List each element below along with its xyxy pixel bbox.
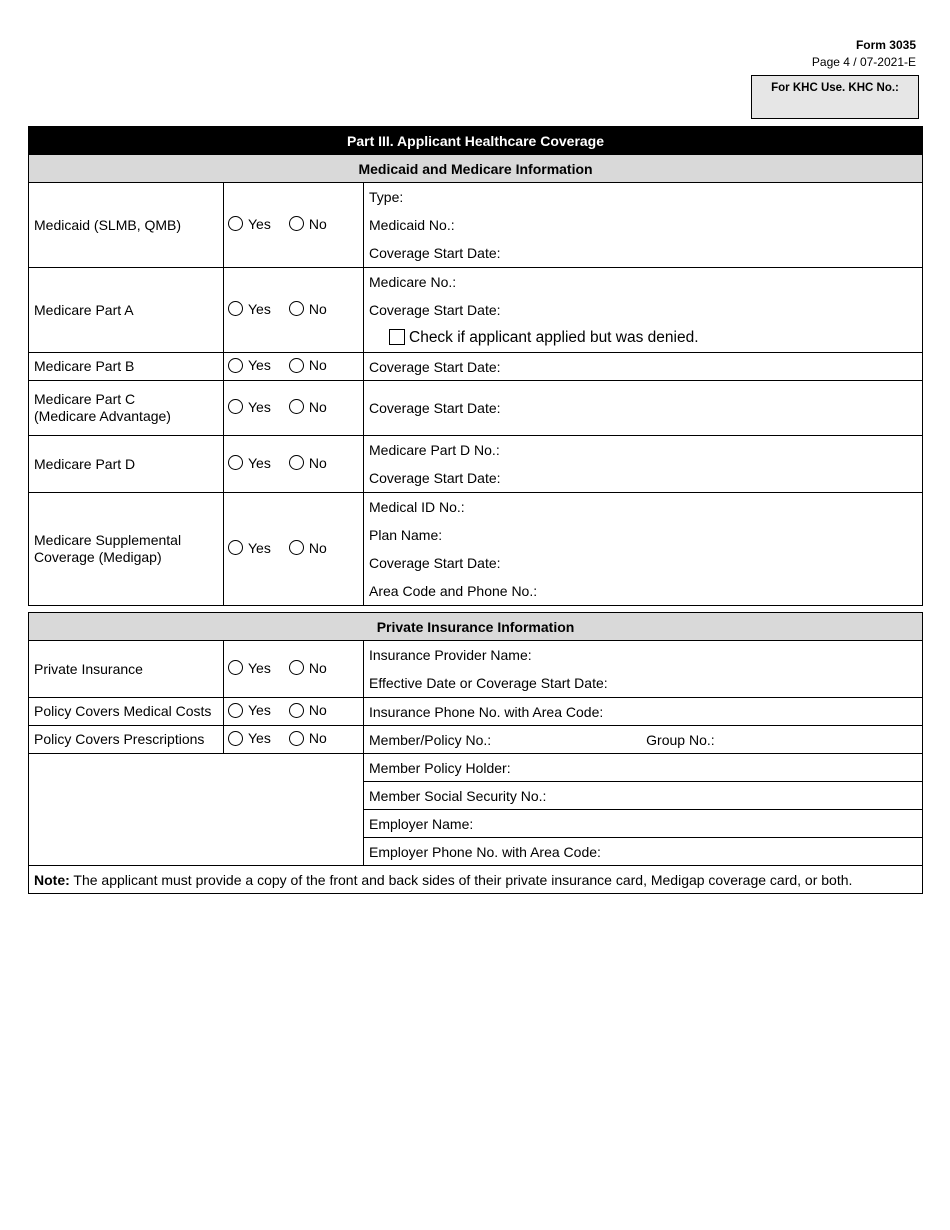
- member-group-field[interactable]: [364, 726, 923, 754]
- khc-use-box[interactable]: [751, 75, 919, 119]
- radio-button[interactable]: [228, 660, 243, 675]
- field-label[interactable]: Medicare No.:: [369, 274, 457, 290]
- row-label: Medicare Supplemental Coverage (Medigap): [29, 493, 224, 606]
- row-label: Policy Covers Prescriptions: [29, 726, 224, 754]
- policy-prescriptions-yes-no: [224, 726, 364, 754]
- medicare-section-title: Medicaid and Medicare Information: [29, 155, 923, 183]
- yes-option[interactable]: Yes: [228, 357, 271, 373]
- denied-checkbox[interactable]: [389, 329, 405, 345]
- row-label: Medicaid (SLMB, QMB): [29, 183, 224, 268]
- field-label[interactable]: Coverage Start Date:: [369, 470, 501, 486]
- yes-option[interactable]: Yes: [228, 216, 271, 232]
- part-d-yes-no: [224, 436, 364, 493]
- field-label[interactable]: Insurance Phone No. with Area Code:: [364, 698, 923, 726]
- blank-cell: [29, 754, 364, 866]
- yes-option[interactable]: Yes: [228, 540, 271, 556]
- no-option[interactable]: No: [289, 455, 327, 471]
- radio-button[interactable]: [228, 301, 243, 316]
- field-label[interactable]: Type:: [369, 189, 404, 205]
- field-label[interactable]: Employer Name:: [364, 810, 923, 838]
- note-bold: Note:: [34, 871, 70, 888]
- field-label[interactable]: Insurance Provider Name:: [369, 647, 532, 663]
- policy-prescriptions-row: [29, 726, 923, 754]
- note: [29, 866, 923, 894]
- radio-button[interactable]: [289, 301, 304, 316]
- field-label[interactable]: Employer Phone No. with Area Code:: [364, 838, 923, 866]
- extra-field-row: [29, 754, 923, 782]
- radio-button[interactable]: [289, 216, 304, 231]
- yes-option[interactable]: Yes: [228, 455, 271, 471]
- no-option[interactable]: No: [289, 702, 327, 718]
- field-label[interactable]: Effective Date or Coverage Start Date:: [369, 675, 608, 691]
- field-label[interactable]: Area Code and Phone No.:: [369, 583, 538, 599]
- form-number: Form 3035: [855, 38, 916, 52]
- field-label[interactable]: Coverage Start Date:: [364, 353, 923, 381]
- no-option[interactable]: No: [289, 216, 327, 232]
- field-label[interactable]: Coverage Start Date:: [364, 381, 923, 436]
- row-label: Medicare Part C (Medicare Advantage): [29, 381, 224, 436]
- no-option[interactable]: No: [289, 660, 327, 676]
- radio-button[interactable]: [289, 703, 304, 718]
- yes-option[interactable]: Yes: [228, 399, 271, 415]
- radio-button[interactable]: [228, 703, 243, 718]
- medicare-table: [28, 126, 923, 606]
- field-label: Member/Policy No.:: [369, 731, 492, 748]
- radio-button[interactable]: [228, 358, 243, 373]
- no-option[interactable]: No: [289, 730, 327, 746]
- medicare-part-a-row: [29, 268, 923, 353]
- policy-medical-yes-no: [224, 698, 364, 726]
- field-label[interactable]: Coverage Start Date:: [369, 302, 501, 318]
- field-label[interactable]: Coverage Start Date:: [369, 555, 501, 571]
- no-option[interactable]: No: [289, 301, 327, 317]
- field-label[interactable]: Member Social Security No.:: [364, 782, 923, 810]
- field-label[interactable]: Coverage Start Date:: [369, 245, 501, 261]
- radio-button[interactable]: [228, 216, 243, 231]
- page-info: Page 4 / 07-2021-E: [811, 55, 916, 69]
- private-insurance-row: [29, 641, 923, 698]
- medicaid-yes-no: [224, 183, 364, 268]
- row-label: Medicare Part A: [29, 268, 224, 353]
- medicaid-row: [29, 183, 923, 268]
- part-a-yes-no: [224, 268, 364, 353]
- yes-option[interactable]: Yes: [228, 301, 271, 317]
- medicare-part-d-row: [29, 436, 923, 493]
- radio-button[interactable]: [228, 540, 243, 555]
- private-insurance-yes-no: [224, 641, 364, 698]
- policy-medical-row: [29, 698, 923, 726]
- radio-button[interactable]: [228, 399, 243, 414]
- row-label: Medicare Part B: [29, 353, 224, 381]
- medigap-yes-no: [224, 493, 364, 606]
- radio-button[interactable]: [289, 399, 304, 414]
- radio-button[interactable]: [289, 660, 304, 675]
- field-label[interactable]: Member Policy Holder:: [364, 754, 923, 782]
- group-no-label: Group No.:: [646, 731, 715, 748]
- radio-button[interactable]: [228, 731, 243, 746]
- radio-button[interactable]: [289, 455, 304, 470]
- part-title: Part III. Applicant Healthcare Coverage: [29, 127, 923, 155]
- no-option[interactable]: No: [289, 357, 327, 373]
- radio-button[interactable]: [289, 540, 304, 555]
- medicare-part-c-row: [29, 381, 923, 436]
- radio-button[interactable]: [289, 358, 304, 373]
- note-text: The applicant must provide a copy of the front and back sides of their private insurance card, Medigap coverage card, or both.: [69, 871, 853, 888]
- yes-option[interactable]: Yes: [228, 660, 271, 676]
- yes-option[interactable]: Yes: [228, 730, 271, 746]
- radio-button[interactable]: [289, 731, 304, 746]
- row-label: Policy Covers Medical Costs: [29, 698, 224, 726]
- khc-use-label: For KHC Use. KHC No.:: [771, 82, 899, 94]
- denied-checkbox-row[interactable]: [369, 324, 917, 352]
- medigap-row: [29, 493, 923, 606]
- private-insurance-table: [28, 612, 923, 894]
- field-label[interactable]: Plan Name:: [369, 527, 443, 543]
- field-label[interactable]: Medicare Part D No.:: [369, 442, 500, 458]
- note-row: [29, 866, 923, 894]
- checkbox-label: Check if applicant applied but was denied.: [409, 329, 699, 346]
- medicare-part-b-row: [29, 353, 923, 381]
- part-c-yes-no: [224, 381, 364, 436]
- no-option[interactable]: No: [289, 399, 327, 415]
- part-b-yes-no: [224, 353, 364, 381]
- radio-button[interactable]: [228, 455, 243, 470]
- private-section-title: Private Insurance Information: [29, 613, 923, 641]
- row-label: Private Insurance: [29, 641, 224, 698]
- no-option[interactable]: No: [289, 540, 327, 556]
- row-label: Medicare Part D: [29, 436, 224, 493]
- field-label[interactable]: Medical ID No.:: [369, 499, 465, 515]
- yes-option[interactable]: Yes: [228, 702, 271, 718]
- field-label[interactable]: Medicaid No.:: [369, 217, 455, 233]
